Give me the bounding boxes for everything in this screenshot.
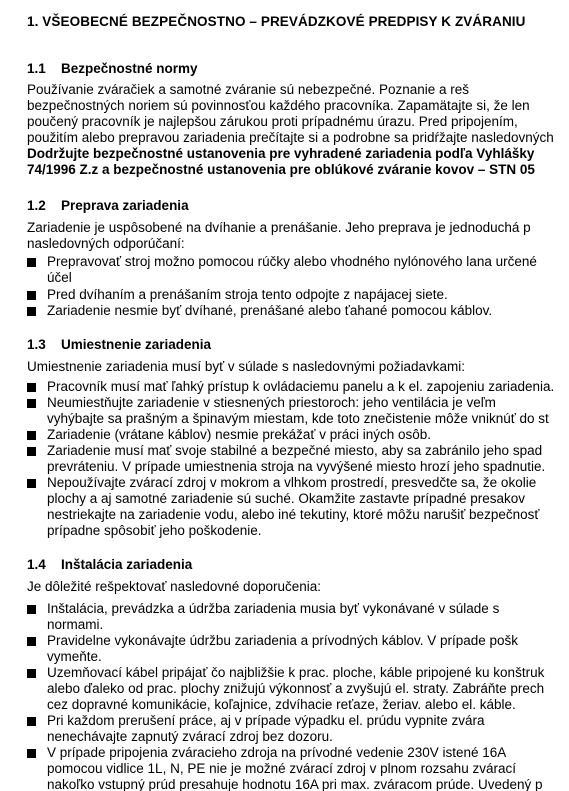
paragraph-line: použitím alebo prepravou zariadenia prečítajte si a podrobne sa pridŕžajte nasledovných [27, 130, 554, 145]
bullet-line: účel [47, 270, 72, 285]
bullet-line: Pracovník musí mať ľahký prístup k ovládaciemu panelu a k el. zapojeniu zariadenia. [47, 379, 555, 394]
bullet-line: Uzemňovací kábel pripájať čo najbližšie k prac. ploche, káble pripojené ku konštruk [47, 665, 545, 680]
bullet-square-icon [27, 605, 36, 614]
section-number: 1.3 [27, 337, 46, 352]
bullet-line: Prepravovať stroj možno pomocou rúčky alebo vhodného nylónového lana určené [47, 254, 537, 269]
paragraph-line: Zariadenie je uspôsobené na dvíhanie a prenášanie. Jeho preprava je jednoduchá p [27, 220, 531, 235]
section-number: 1.1 [27, 61, 46, 76]
document-heading: 1. VŠEOBECNÉ BEZPEČNOSTNO – PREVÁDZKOVÉ PREDPISY K ZVÁRANIU [27, 14, 526, 29]
bold-paragraph-line: 74/1996 Z.z a bezpečnostné ustanovenia pre oblúkové zváranie kovov – STN 05 [27, 162, 535, 177]
section-number: 1.4 [27, 557, 46, 572]
section-heading-1-2 [27, 198, 189, 213]
bullet-line: nakoľko vstupný prúd presahuje hodnotu 16A pri max. zváracom prúde. Uvedený p [47, 777, 543, 791]
bullet-line: Nepoužívajte zvárací zdroj v mokrom a vlhkom prostredí, presvedčte sa, že okolie [47, 475, 537, 490]
section-number: 1.2 [27, 198, 46, 213]
bullet-line: prípadne spôsobiť jeho poškodenie. [47, 523, 262, 538]
section-heading-1-3 [27, 337, 211, 352]
bullet-square-icon [27, 447, 36, 456]
paragraph-line: nasledovných odporúčaní: [27, 236, 185, 251]
bullet-line: Inštalácia, prevádzka a údržba zariadenia musia byť vykonávané v súlade s [47, 601, 500, 616]
bullet-square-icon [27, 479, 36, 488]
bullet-line: Zariadenie nesmie byť dvíhané, prenášané alebo ťahané pomocou káblov. [47, 303, 493, 318]
bullet-line: plochy a aj samotné zariadenie sú suché. Okamžite zastavte prípadné presakov [47, 491, 526, 506]
bullet-line: Pri každom prerušení práce, aj v prípade výpadku el. prúdu vypnite zvára [47, 713, 485, 728]
bullet-square-icon [27, 291, 36, 300]
section-title: Bezpečnostné normy [61, 61, 198, 76]
section-title: Umiestnenie zariadenia [61, 337, 212, 352]
bullet-line: cez dopravné komunikácie, koľajnice, zdvíhacie reťaze, žeriav. alebo el. káble. [47, 697, 516, 712]
section-title: Inštalácia zariadenia [61, 557, 193, 572]
section-heading-1-4 [27, 557, 192, 572]
bullet-line: alebo ďaleko od prac. plochy znižujú výkonnosť a zvyšujú el. straty. Zabráňte prech [47, 681, 545, 696]
bullet-line: Zariadenie (vrátane káblov) nesmie prekážať v práci iných osôb. [47, 427, 431, 442]
bullet-square-icon [27, 717, 36, 726]
bullet-square-icon [27, 258, 36, 267]
bullet-square-icon [27, 749, 36, 758]
bullet-square-icon [27, 669, 36, 678]
bullet-line: normami. [47, 617, 104, 632]
bullet-line: V prípade pripojenia zváracieho zdroja na prívodné vedenie 230V istené 16A [47, 745, 507, 760]
paragraph-line: poučený pracovník je najlepšou zárukou proti prípadnému úrazu. Pred pripojením, [27, 114, 518, 129]
bullet-square-icon [27, 307, 36, 316]
paragraph-line: Umiestnenie zariadenia musí byť v súlade s nasledovnými požiadavkami: [27, 359, 466, 374]
bullet-line: nenechávajte zapnutý zvárací zdroj bez dozoru. [47, 729, 333, 744]
paragraph-line: bezpečnostných noriem sú povinnosťou každého pracovníka. Zapamätajte si, že len [27, 98, 530, 113]
bullet-line: Zariadenie musí mať svoje stabilné a bezpečné miesto, aby sa zabránilo jeho spad [47, 443, 543, 458]
paragraph-line: Je dôležité rešpektovať nasledovné doporučenia: [27, 579, 322, 594]
bullet-line: Pred dvíhaním a prenášaním stroja tento odpojte z napájacej siete. [47, 287, 448, 302]
paragraph-line: Používanie zváračiek a samotné zváranie sú nebezpečné. Poznanie a reš [27, 82, 470, 97]
bullet-square-icon [27, 383, 36, 392]
bullet-line: Pravidelne vykonávajte údržbu zariadenia a prívodných káblov. V prípade pošk [47, 633, 519, 648]
bullet-square-icon [27, 399, 36, 408]
bullet-line: prevráteniu. V prípade umiestnenia stroja na vyvýšené miesto hrozí jeho spadnutie. [47, 459, 546, 474]
bullet-line: Neumiestňujte zariadenie v stiesnených priestoroch: jeho ventilácia je veľm [47, 395, 496, 410]
section-title: Preprava zariadenia [61, 198, 189, 213]
bullet-line: vymeňte. [47, 649, 102, 664]
bullet-square-icon [27, 637, 36, 646]
section-heading-1-1 [27, 61, 198, 76]
bullet-square-icon [27, 431, 36, 440]
bullet-line: nestriekajte na zariadenie vodu, alebo iné tekutiny, ktoré môžu narušiť bezpečnosť [47, 507, 540, 522]
bold-paragraph-line: Dodržujte bezpečnostné ustanovenia pre vyhradené zariadenia podľa Vyhlášky [27, 146, 535, 161]
bullet-line: pomocou vidlice 1L, N, PE nie je možné zvárací zdroj v plnom rozsahu zvárací [47, 761, 516, 776]
bullet-line: vyhýbajte sa prašným a špinavým miestam, kde toto znečistenie môže vniknúť do st [47, 411, 549, 426]
